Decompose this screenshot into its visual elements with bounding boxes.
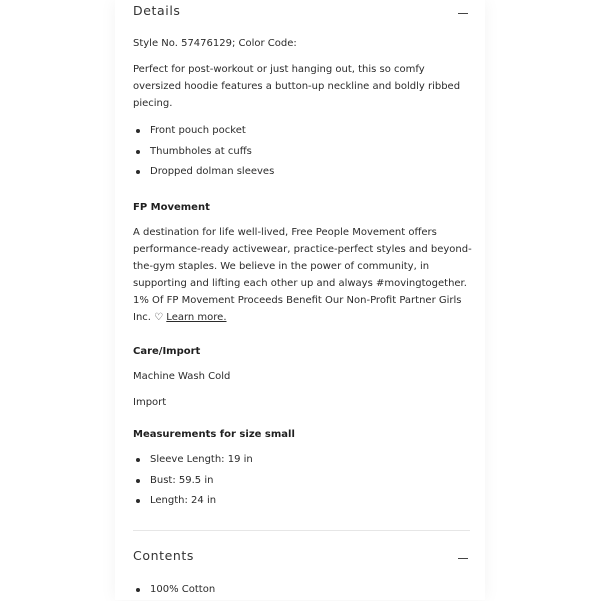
- fp-movement-text: A destination for life well-lived, Free People Movement offers performance-ready activewear, practice-perfect styles and beyond-the-gym staples. We believe in the power of community, in supporting and lifting each other up and always #movingtogether. 1% Of FP Movement Proceeds Benefit Our Non-Profit Partner Girls Inc. ♡ Learn more.: [133, 227, 472, 323]
- learn-more-link[interactable]: Learn more.: [166, 312, 227, 323]
- list-item: 100% Cotton: [133, 580, 215, 601]
- list-item: Front pouch pocket: [133, 121, 274, 142]
- bullet-dot: [136, 129, 140, 133]
- contents-accordion-header[interactable]: [133, 548, 470, 570]
- contents-list: [133, 580, 215, 601]
- list-item: Length: 24 in: [133, 491, 253, 512]
- details-accordion-header[interactable]: [133, 3, 470, 25]
- bullet-dot: [136, 479, 140, 483]
- list-item: Bust: 59.5 in: [133, 471, 253, 492]
- bullet-dot: [136, 588, 140, 592]
- bullet-dot: [136, 458, 140, 462]
- minus-icon[interactable]: [458, 13, 468, 14]
- bullet-dot: [136, 499, 140, 503]
- list-item: Thumbholes at cuffs: [133, 142, 274, 163]
- measurements-list: [133, 450, 253, 512]
- section-divider: [133, 530, 470, 531]
- style-number: Style No. 57476129; Color Code:: [133, 38, 297, 49]
- list-item: Sleeve Length: 19 in: [133, 450, 253, 471]
- care-import: Import: [133, 397, 167, 408]
- care-wash: Machine Wash Cold: [133, 371, 231, 382]
- care-import-heading: Care/Import: [133, 346, 201, 357]
- fp-movement-heading: FP Movement: [133, 202, 210, 213]
- bullet-dot: [136, 150, 140, 154]
- product-description: Perfect for post-workout or just hanging out, this so comfy oversized hoodie features a button-up neckline and boldly ribbed piecing.: [133, 64, 461, 109]
- contents-title: Contents: [133, 548, 195, 563]
- minus-icon[interactable]: [458, 558, 468, 559]
- bullet-dot: [136, 170, 140, 174]
- details-title: Details: [133, 3, 181, 18]
- measurements-heading: Measurements for size small: [133, 429, 295, 440]
- feature-list: [133, 121, 274, 183]
- list-item: Dropped dolman sleeves: [133, 162, 274, 183]
